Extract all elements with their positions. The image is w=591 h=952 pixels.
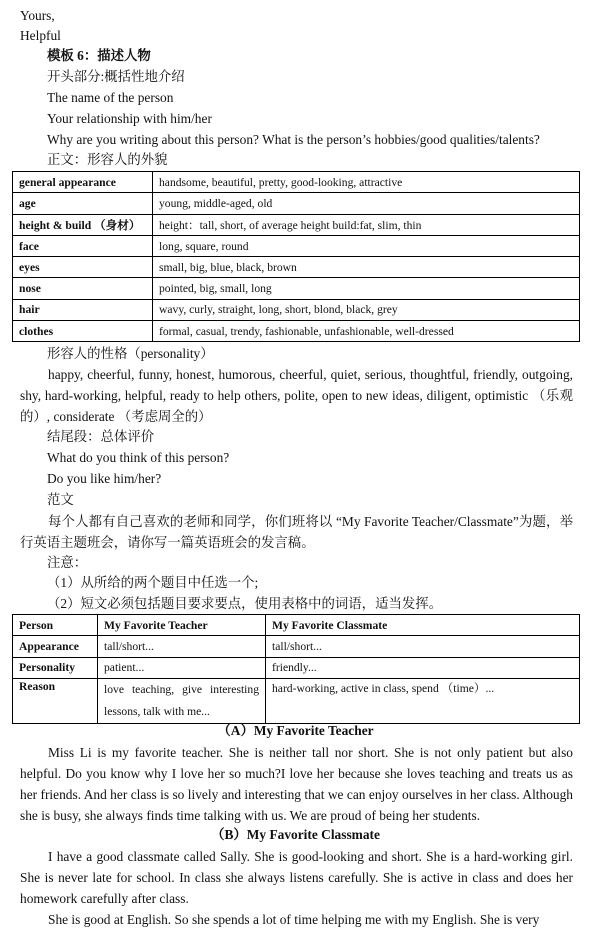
- closing-name: Helpful: [20, 28, 61, 43]
- appearance-value: young, middle-aged, old: [153, 193, 580, 214]
- essay-a-text: Miss Li is my favorite teacher. She is neither tall nor short. She is not only patient but also helpful. Do you know why I love her so much?I love her because she loves teaching and treats us as her friends. And her class is so lively and interesting that we can enjoy ourselves in her class. Although she is busy, she always finds time talking with us. We are proud of being her students.: [20, 745, 573, 823]
- note-2: （2）短文必须包括题目要求要点，使用表格中的词语，适当发挥。: [47, 596, 443, 611]
- essay-a-title: （A）My Favorite Teacher: [217, 723, 374, 738]
- note-1: （1）从所给的两个题目中任选一个;: [47, 575, 259, 590]
- table-header-row: [13, 615, 580, 636]
- table-row: [13, 257, 580, 278]
- table-row: [13, 299, 580, 320]
- essay-b-paragraph-1: I have a good classmate called Sally. She is good-looking and short. She is a hard-working girl. She is never late for school. In class she always listens carefully. She is active in class and does her homework carefully after class.: [20, 849, 573, 906]
- template-heading: 模板 6：描述人物: [47, 48, 151, 63]
- appearance-key: face: [13, 235, 153, 256]
- appearance-value: wavy, curly, straight, long, short, blond, black, grey: [153, 299, 580, 320]
- classmate-cell: hard-working, active in class, spend （time）...: [266, 678, 580, 723]
- row-label: Reason: [13, 678, 98, 723]
- ending-item-think: What do you think of this person?: [47, 450, 230, 465]
- intro-label: 开头部分:概括性地介绍: [47, 69, 185, 84]
- table-row: [13, 657, 580, 678]
- essay-b-title: （B）My Favorite Classmate: [211, 827, 380, 842]
- table-row: [13, 193, 580, 214]
- appearance-value: handsome, beautiful, pretty, good-looking, attractive: [153, 172, 580, 193]
- personality-label: 形容人的性格（personality）: [47, 346, 214, 361]
- intro-item-relationship: Your relationship with him/her: [47, 111, 212, 126]
- appearance-value: small, big, blue, black, brown: [153, 257, 580, 278]
- table-row: [13, 636, 580, 657]
- table-row: [13, 172, 580, 193]
- teacher-cell: tall/short...: [98, 636, 266, 657]
- header-person: Person: [13, 615, 98, 636]
- intro-item-why: Why are you writing about this person? What is the person’s hobbies/good qualities/talents?: [47, 132, 540, 147]
- table-row: [13, 235, 580, 256]
- classmate-cell: tall/short...: [266, 636, 580, 657]
- appearance-key: eyes: [13, 257, 153, 278]
- table-row: [13, 278, 580, 299]
- appearance-value: pointed, big, small, long: [153, 278, 580, 299]
- row-label: Personality: [13, 657, 98, 678]
- teacher-cell: patient...: [98, 657, 266, 678]
- ending-label: 结尾段：总体评价: [47, 429, 155, 444]
- appearance-key: height & build （身材）: [13, 214, 153, 235]
- appearance-key: age: [13, 193, 153, 214]
- row-label: Appearance: [13, 636, 98, 657]
- sample-table: [12, 614, 580, 724]
- appearance-label: 正文：形容人的外貌: [47, 152, 168, 167]
- appearance-key: general appearance: [13, 172, 153, 193]
- teacher-cell: love teaching, give interesting lessons, talk with me...: [98, 678, 266, 723]
- appearance-value: long, square, round: [153, 235, 580, 256]
- sample-prompt: 每个人都有自己喜欢的老师和同学，你们班将以 “My Favorite Teacher/Classmate”为题，举行英语主题班会，请你写一篇英语班会的发言稿。: [20, 514, 573, 550]
- appearance-key: nose: [13, 278, 153, 299]
- appearance-value: height：tall, short, of average height build:fat, slim, thin: [153, 214, 580, 235]
- appearance-key: clothes: [13, 321, 153, 342]
- header-teacher: My Favorite Teacher: [98, 615, 266, 636]
- closing-yours: Yours,: [20, 8, 55, 23]
- essay-b-paragraph-2: She is good at English. So she spends a lot of time helping me with my English. She is very: [48, 912, 540, 927]
- sample-label: 范文: [47, 492, 74, 507]
- appearance-value: formal, casual, trendy, fashionable, unfashionable, well-dressed: [153, 321, 580, 342]
- appearance-key: hair: [13, 299, 153, 320]
- table-row: [13, 678, 580, 723]
- intro-item-name: The name of the person: [47, 90, 174, 105]
- ending-item-like: Do you like him/her?: [47, 471, 162, 486]
- table-row: [13, 321, 580, 342]
- classmate-cell: friendly...: [266, 657, 580, 678]
- personality-text: happy, cheerful, funny, honest, humorous, cheerful, quiet, serious, thoughtful, friendly, outgoing, shy, hard-working, helpful, ready to help others, polite, open to new ideas, diligent, optimistic （乐观的）, considerate （考虑周全的）: [20, 367, 573, 424]
- appearance-table: [12, 171, 580, 342]
- header-classmate: My Favorite Classmate: [266, 615, 580, 636]
- table-row: [13, 214, 580, 235]
- notes-label: 注意：: [47, 555, 88, 570]
